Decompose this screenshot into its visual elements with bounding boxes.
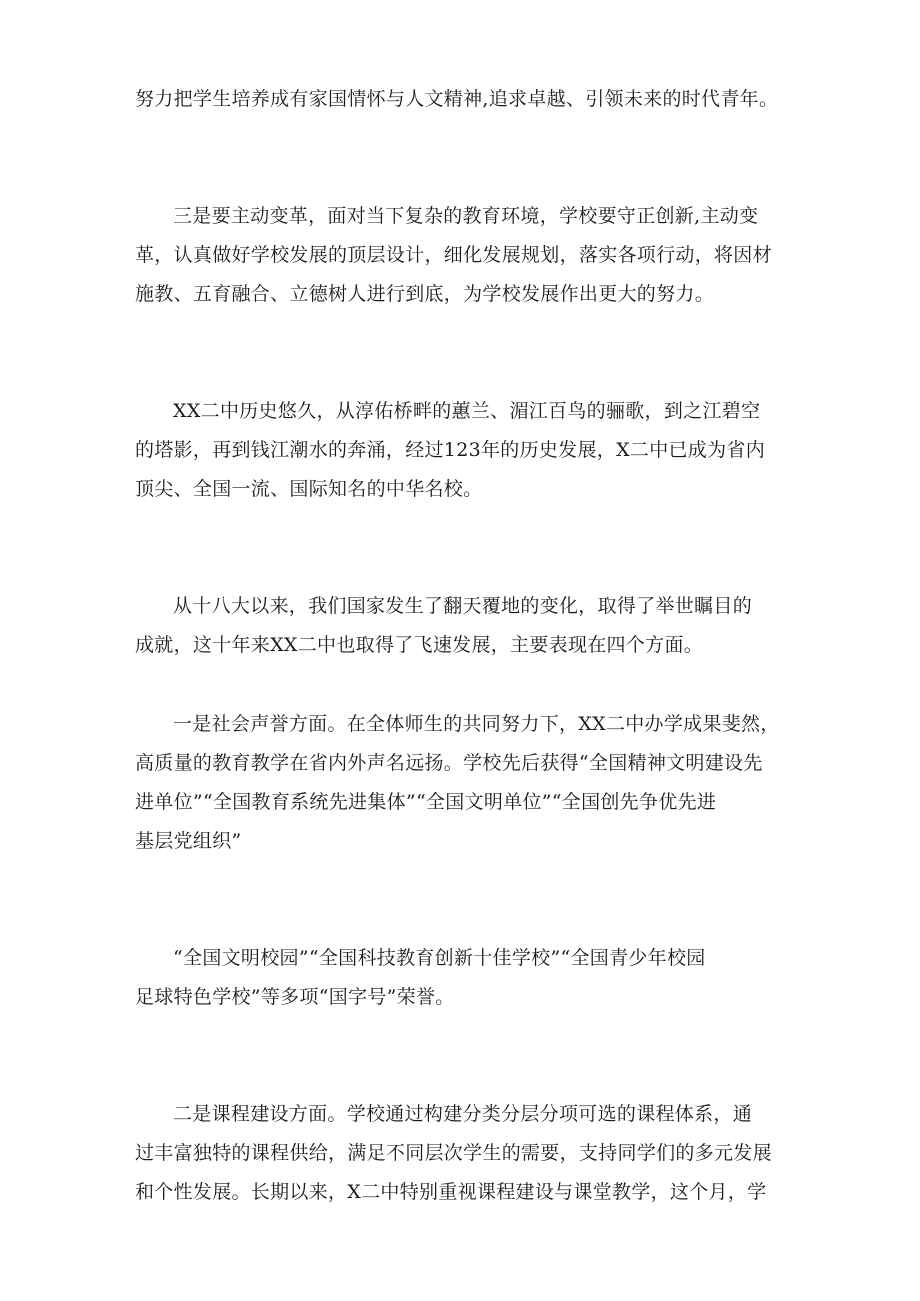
paragraph-4: [135, 587, 795, 665]
text-line: 一是社会声誉方面。在全体师生的共同努力下，XX二中办学成果斐然，: [173, 713, 780, 735]
paragraph-6: [135, 939, 795, 1017]
text-line: 高质量的教育教学在省内外声名远扬。学校先后获得“全国精神文明建设先: [135, 752, 763, 774]
text-line: 努力把学生培养成有家国情怀与人文精神,追求卓越、引领未来的时代青年。: [135, 88, 779, 110]
paragraph-1: [135, 80, 795, 119]
text-line: 过丰富独特的课程供给，满足不同层次学生的需要，支持同学们的多元发展: [135, 1142, 772, 1164]
text-line: 基层党组织”: [135, 830, 242, 852]
text-line: “全国文明校园”“全国科技教育创新十佳学校”“全国青少年校园: [173, 947, 706, 969]
text-line: 成就，这十年来XX二中也取得了飞速发展，主要表现在四个方面。: [135, 634, 704, 656]
paragraph-3: [135, 392, 795, 509]
paragraph-5: [135, 705, 795, 861]
text-line: XX二中历史悠久，从淳佑桥畔的蕙兰、湄江百鸟的骊歌，到之江碧空: [173, 400, 761, 422]
text-line: 足球特色学校”等多项“国字号”荣誉。: [135, 986, 455, 1008]
paragraph-2: [135, 197, 795, 314]
text-line: 二是课程建设方面。学校通过构建分类分层分项可选的课程体系，通: [173, 1103, 753, 1125]
text-line: 和个性发展。长期以来，X二中特别重视课程建设与课堂教学，这个月，学: [135, 1181, 767, 1203]
text-line: 的塔影，再到钱江潮水的奔涌，经过123年的历史发展，X二中已成为省内: [135, 439, 765, 461]
text-line: 三是要主动变革，面对当下复杂的教育环境，学校要守正创新,主动变: [173, 205, 759, 227]
text-line: 进单位”“全国教育系统先进集体”“全国文明单位”“全国创先争优先进: [135, 791, 717, 813]
text-line: 革，认真做好学校发展的顶层设计，细化发展规划，落实各项行动，将因材: [135, 244, 772, 266]
text-line: 顶尖、全国一流、国际知名的中华名校。: [135, 478, 483, 500]
text-line: 从十八大以来，我们国家发生了翻天覆地的变化，取得了举世瞩目的: [173, 595, 753, 617]
paragraph-7: [135, 1095, 795, 1212]
text-line: 施教、五育融合、立德树人进行到底，为学校发展作出更大的努力。: [135, 283, 715, 305]
